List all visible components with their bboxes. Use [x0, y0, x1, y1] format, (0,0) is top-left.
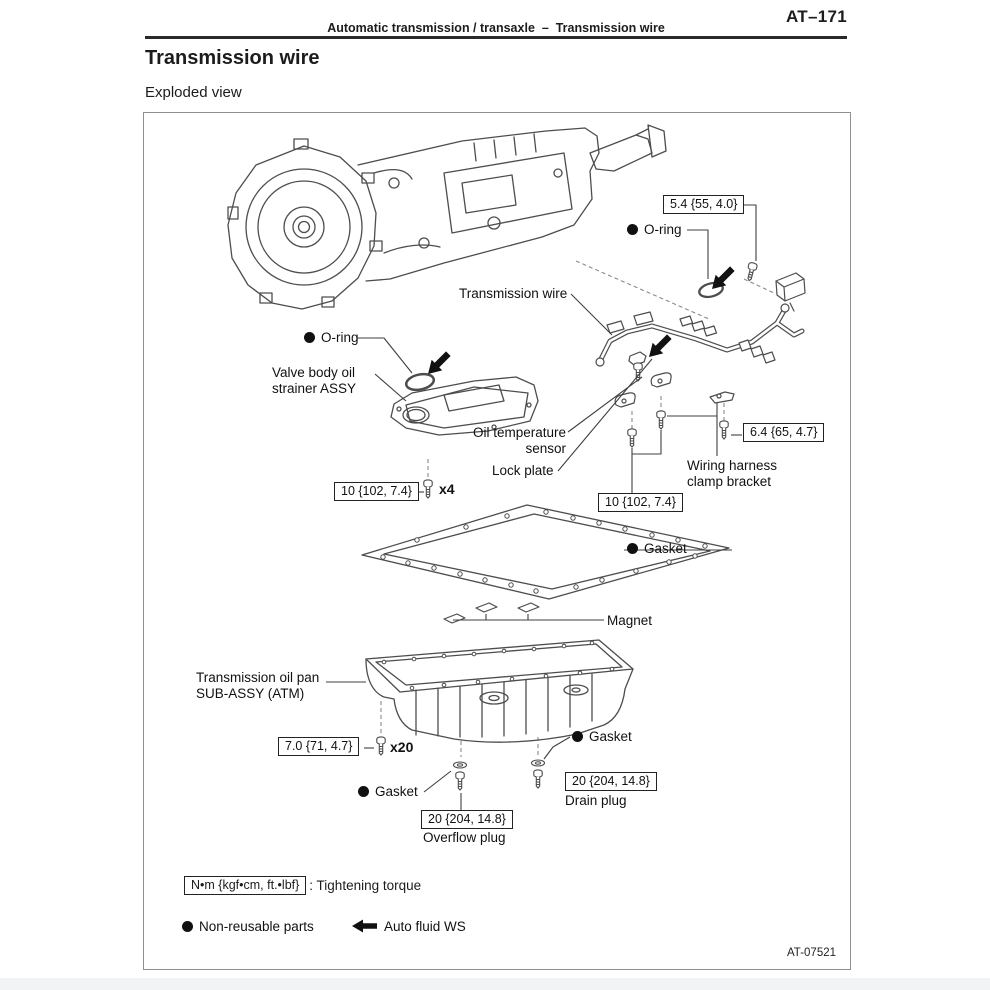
label-oil-pan: Transmission oil pan SUB-ASSY (ATM) [196, 670, 320, 701]
label-gasket-left: Gasket [358, 784, 418, 800]
label-o-ring-left: O-ring [304, 330, 359, 346]
non-reusable-dot [627, 543, 638, 554]
non-reusable-dot [358, 786, 369, 797]
legend-torque-unit-box: N•m {kgf•cm, ft.•lbf} [184, 876, 306, 895]
auto-fluid-arrow-icon [352, 920, 377, 933]
transmission-wire-part [596, 273, 805, 366]
legend-torque-desc: : Tightening torque [309, 878, 422, 893]
legend-tightening-torque [184, 876, 421, 895]
label-drain-plug: Drain plug [565, 793, 627, 808]
torque-strainer-bolts: 10 {102, 7.4} [334, 482, 419, 501]
label-transmission-wire: Transmission wire [459, 286, 568, 301]
page-title: Transmission wire [145, 47, 320, 69]
oil-pan-part [366, 640, 633, 742]
torque-overflow-plug: 20 {204, 14.8} [421, 810, 513, 829]
label-oil-temperature-sensor: Oil temperature sensor [472, 425, 566, 456]
non-reusable-dot [627, 224, 638, 235]
header-page-number: AT–171 [785, 7, 847, 26]
header-rule [145, 36, 847, 39]
label-wiring-harness-clamp-bracket: Wiring harness clamp bracket [687, 458, 778, 489]
legend-non-reusable: Non-reusable parts [182, 919, 314, 935]
header-running-title: Automatic transmission / transaxle – Transmission wire [327, 21, 665, 35]
torque-clamp-bracket-bolt: 6.4 {65, 4.7} [743, 423, 824, 442]
label-overflow-plug: Overflow plug [423, 830, 506, 845]
bracket-parts [615, 352, 734, 407]
count-x4: x4 [439, 481, 455, 497]
transmission-illustration [228, 125, 666, 309]
non-reusable-dot [182, 921, 193, 932]
label-lock-plate: Lock plate [492, 463, 554, 478]
section-subtitle: Exploded view [145, 84, 242, 101]
torque-oring-bolt: 5.4 {55, 4.0} [663, 195, 744, 214]
label-gasket-top: Gasket [627, 541, 687, 557]
torque-sensor-bolts: 10 {102, 7.4} [598, 493, 683, 512]
label-gasket-right: Gasket [572, 729, 632, 745]
count-x20: x20 [390, 739, 414, 755]
exploded-view-diagram [143, 112, 851, 970]
auto-fluid-arrow-icon [644, 331, 675, 362]
label-o-ring-top: O-ring [627, 222, 682, 238]
non-reusable-dot [572, 731, 583, 742]
label-magnet: Magnet [607, 613, 653, 628]
torque-pan-bolts: 7.0 {71, 4.7} [278, 737, 359, 756]
non-reusable-dot [304, 332, 315, 343]
figure-code: AT-07521 [786, 947, 836, 959]
legend-auto-fluid: Auto fluid WS [384, 919, 466, 934]
page-bottom-edge [0, 978, 990, 990]
label-valve-body-strainer: Valve body oil strainer ASSY [272, 365, 357, 396]
torque-drain-plug: 20 {204, 14.8} [565, 772, 657, 791]
